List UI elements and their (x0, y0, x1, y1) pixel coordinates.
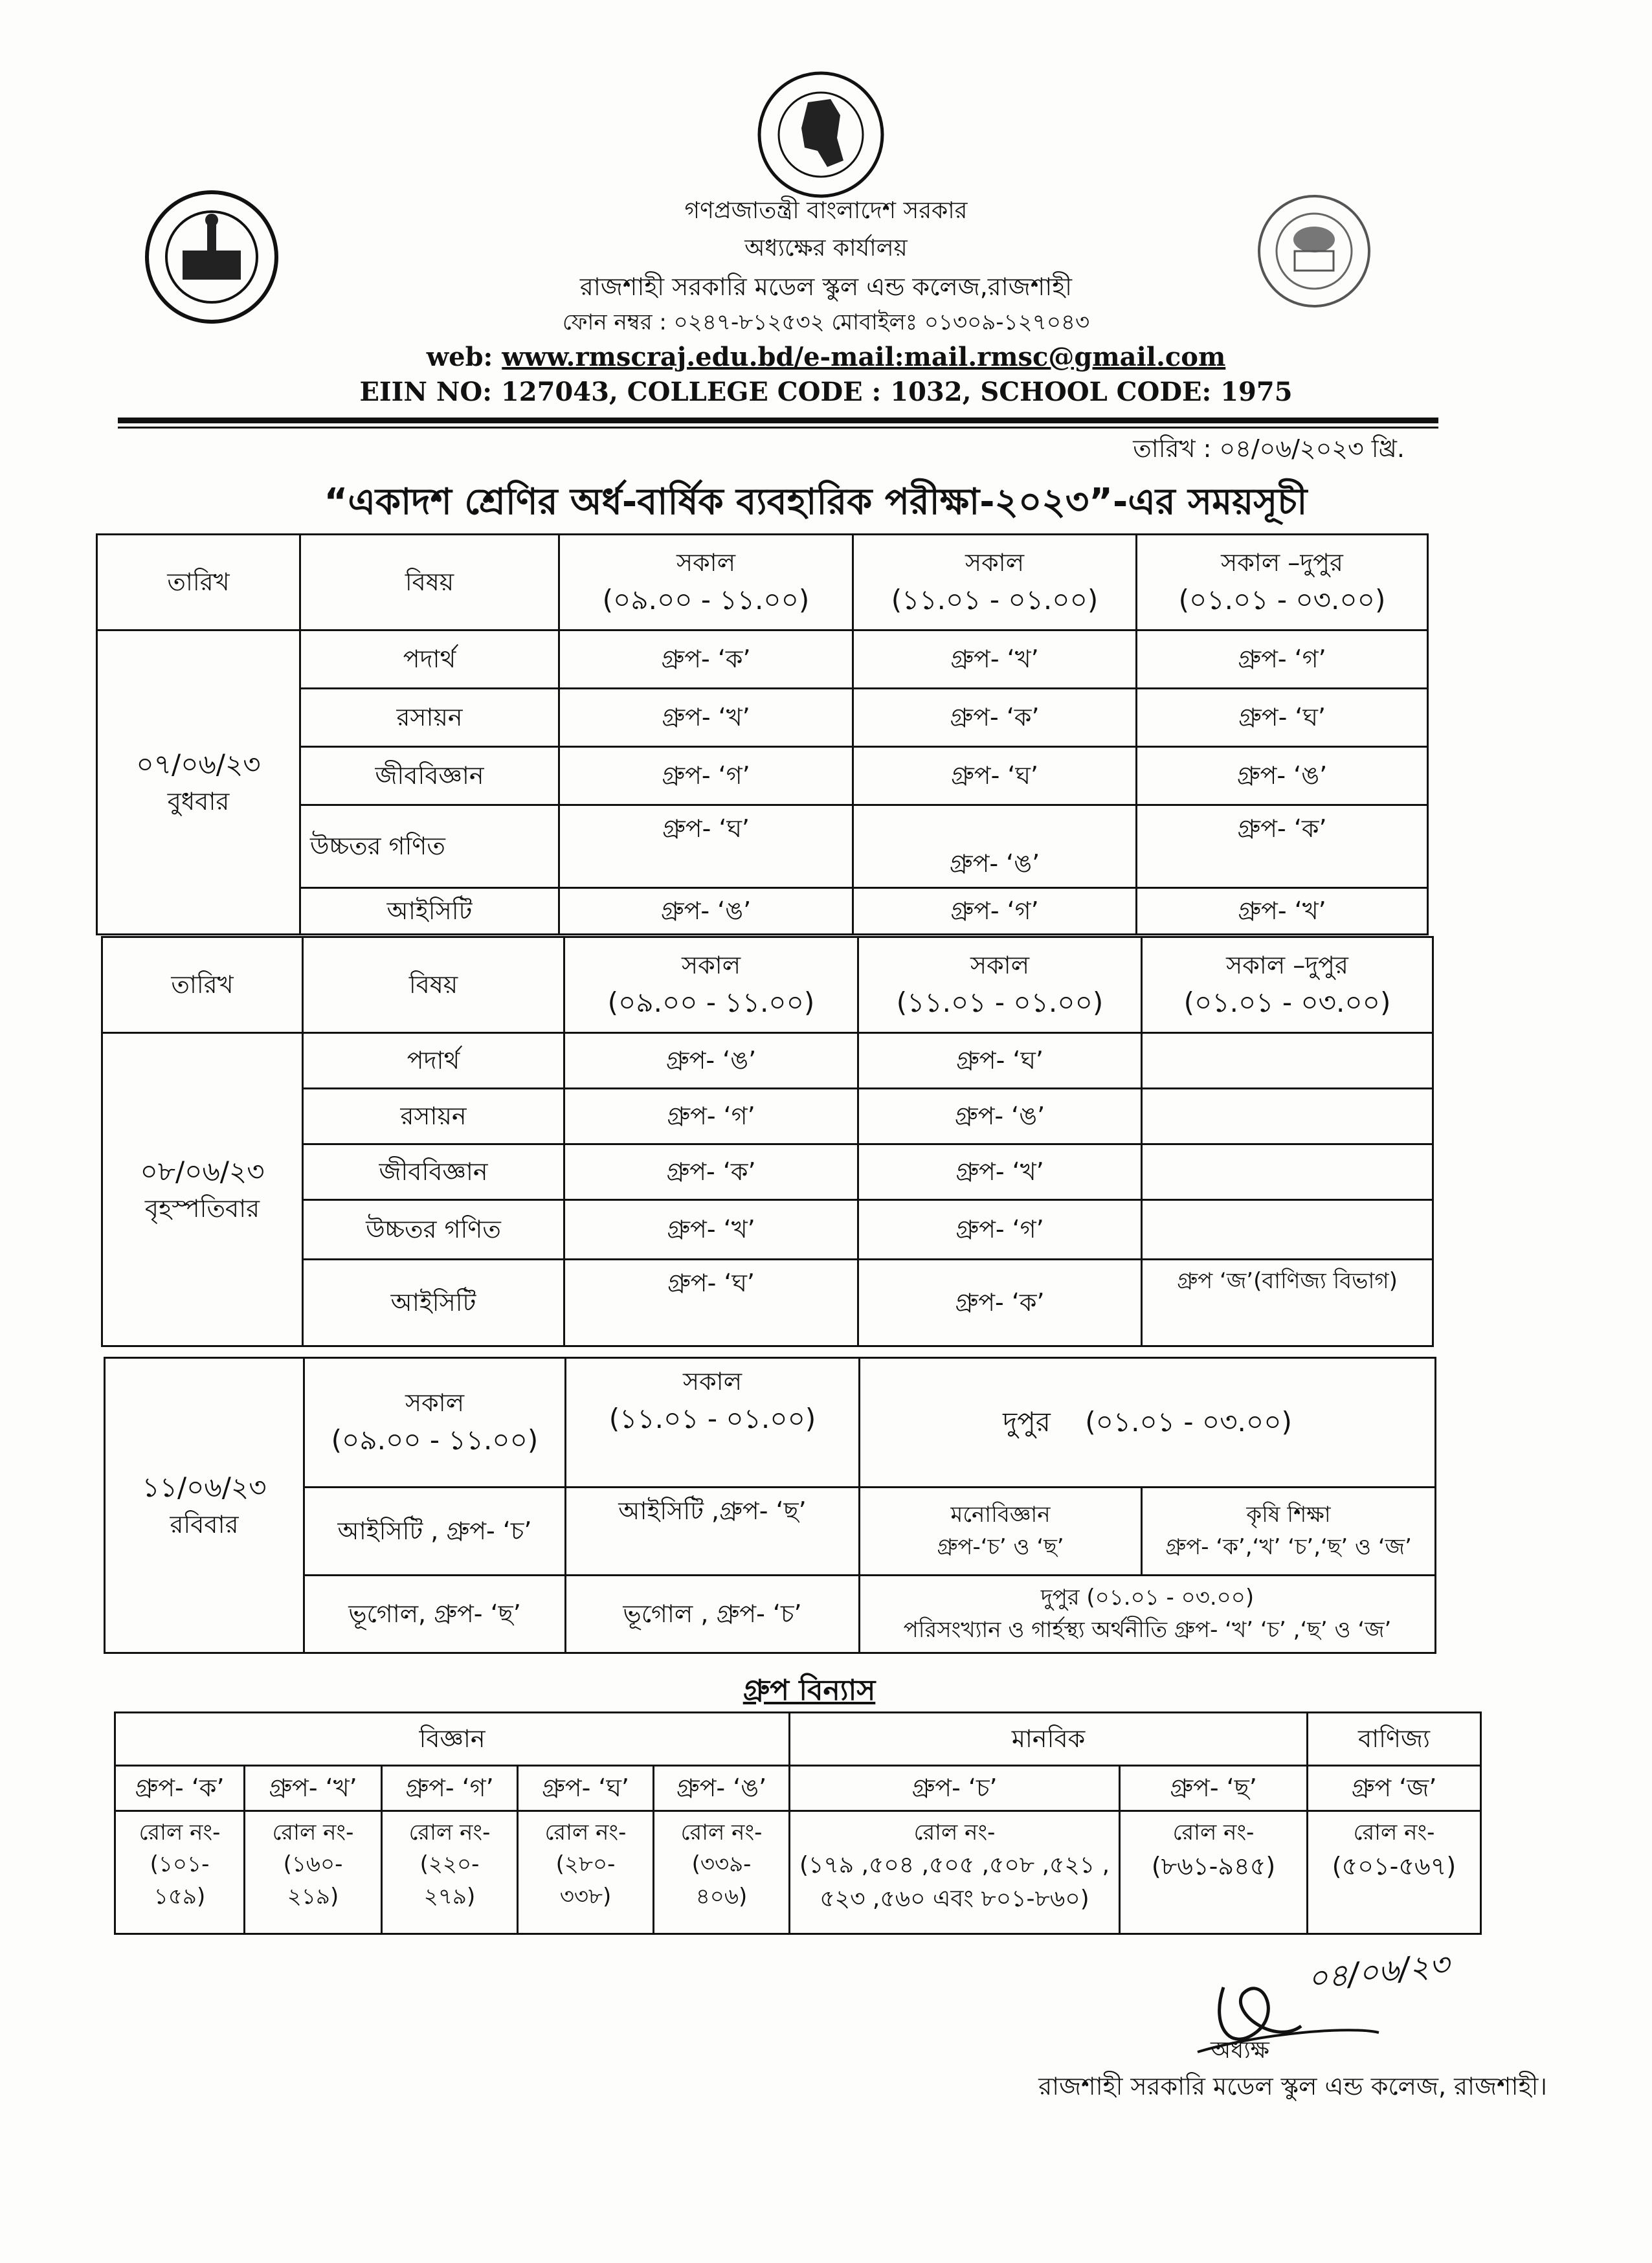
table-row-subject: উচ্চতর গণিত (300, 805, 559, 888)
center-logo (756, 70, 886, 199)
table-row-subject: আইসিটি (300, 888, 559, 935)
header-subject: বিষয় (300, 535, 559, 630)
table-cell: গ্রুপ- ‘ঙ’ (1137, 747, 1428, 805)
table-cell (1142, 1089, 1433, 1144)
commerce-header: বাণিজ্য (1308, 1713, 1481, 1766)
day3-slot3: দুপুর (০১.০১ - ০৩.০০) (860, 1358, 1436, 1488)
day1-date: ০৭/০৬/২৩ (136, 748, 261, 780)
humanities-header: মানবিক (790, 1713, 1308, 1766)
roll-cell (1308, 1811, 1481, 1934)
web-line (0, 342, 1652, 372)
roll-range: (৮৬১-৯৪৫) (1151, 1852, 1276, 1881)
groups-table (114, 1711, 1482, 1935)
table-cell: গ্রুপ- ‘খ’ (1137, 888, 1428, 935)
table-cell: গ্রুপ- ‘ঘ’ (853, 747, 1137, 805)
slot3-label: সকাল –দুপুর (1221, 548, 1343, 577)
header-slot2 (853, 535, 1137, 630)
statistics-cell (860, 1576, 1436, 1653)
day3-date: ১১/০৬/২৩ (142, 1471, 267, 1503)
codes-line: EIIN NO: 127043, COLLEGE CODE : 1032, SCHOOL CODE: 1975 (359, 377, 1293, 407)
table-cell: গ্রুপ- ‘ক’ (858, 1260, 1142, 1346)
table-cell: গ্রুপ- ‘গ’ (559, 747, 853, 805)
roll-range: (১৬০- ২১৯) (283, 1851, 343, 1910)
header-date: তারিখ (97, 535, 300, 630)
table-cell: গ্রুপ- ‘ঙ’ (858, 1089, 1142, 1144)
roll-range: (২৮০- ৩৩৮) (555, 1851, 616, 1910)
group-name: গ্রুপ- ‘ঘ’ (518, 1766, 654, 1811)
day2-weekday: বৃহস্পতিবার (144, 1194, 260, 1223)
institution-name: রাজশাহী সরকারি মডেল স্কুল এন্ড কলেজ,রাজশাহী (579, 273, 1073, 301)
slot1-time: (০৯.০০ - ১১.০০) (331, 1423, 539, 1456)
gov-name: গণপ্রজাতন্ত্রী বাংলাদেশ সরকার (684, 197, 968, 224)
roll-range: (১৭৯ ,৫০৪ ,৫০৫ ,৫০৮ ,৫২১ , ৫২৩ ,৫৬০ এবং ৮০১-৮৬০) (799, 1852, 1110, 1913)
group-name: গ্রুপ- ‘খ’ (245, 1766, 382, 1811)
roll-label: রোল নং- (1353, 1820, 1435, 1845)
roll-cell (115, 1811, 245, 1934)
roll-cell (382, 1811, 518, 1934)
slot3-time: (০১.০১ - ০৩.০০) (1178, 583, 1386, 616)
roll-range: (৫০১-৫৬৭) (1332, 1852, 1457, 1881)
science-header: বিজ্ঞান (115, 1713, 790, 1766)
table-row-subject: জীববিজ্ঞান (300, 747, 559, 805)
principal-title: অধ্যক্ষ (1211, 2037, 1269, 2064)
group-name: গ্রুপ- ‘গ’ (382, 1766, 518, 1811)
day2-date: ০৮/০৬/২৩ (140, 1155, 265, 1187)
table-cell: গ্রুপ- ‘খ’ (559, 689, 853, 747)
roll-label: রোল নং- (139, 1820, 221, 1845)
schedule-day1-table (96, 533, 1429, 935)
slot1-label: সকাল (405, 1388, 465, 1417)
slot2-label: সকাল (970, 950, 1030, 979)
schedule-day2-table (101, 936, 1434, 1347)
table-cell: গ্রুপ- ‘গ’ (1137, 630, 1428, 689)
agri-groups: গ্রুপ- ‘ক’,‘খ’ ‘চ’,‘ছ’ ও ‘জ’ (1165, 1533, 1412, 1560)
table-cell: গ্রুপ- ‘ঘ’ (564, 1260, 858, 1346)
slot2-time: (১১.০১ - ০১.০০) (608, 1403, 816, 1435)
header-slot1 (564, 937, 858, 1033)
table-cell: গ্রুপ- ‘ক’ (559, 630, 853, 689)
web-link[interactable]: www.rmscraj.edu.bd/e-mail:mail.rmsc@gmail.com (502, 342, 1226, 372)
roll-range: (১০১- ১৫৯) (150, 1851, 210, 1910)
table-cell: গ্রুপ- ‘ক’ (1137, 805, 1428, 888)
table-cell: ভূগোল , গ্রুপ- ‘চ’ (566, 1576, 860, 1653)
day3-weekday: রবিবার (170, 1510, 239, 1539)
day3-slot2 (566, 1358, 860, 1488)
table-cell: গ্রুপ- ‘ঙ’ (853, 805, 1137, 888)
group-name: গ্রুপ ‘জ’ (1308, 1766, 1481, 1811)
roll-cell (790, 1811, 1120, 1934)
day1-weekday: বুধবার (167, 787, 230, 816)
roll-cell (518, 1811, 654, 1934)
header-rule-thick (118, 418, 1438, 423)
table-cell (1142, 1144, 1433, 1200)
group-name: গ্রুপ- ‘ক’ (115, 1766, 245, 1811)
roll-label: রোল নং- (544, 1820, 627, 1845)
table-cell: গ্রুপ- ‘গ’ (564, 1089, 858, 1144)
table-cell: গ্রুপ- ‘ঘ’ (858, 1033, 1142, 1089)
group-name: গ্রুপ- ‘চ’ (790, 1766, 1120, 1811)
header-slot3 (1142, 937, 1433, 1033)
stats-time: দুপুর (০১.০১ - ০৩.০০) (1040, 1585, 1255, 1611)
slot2-time: (১১.০১ - ০১.০০) (891, 583, 1099, 616)
table-row-subject: রসায়ন (300, 689, 559, 747)
table-cell: গ্রুপ- ‘ঙ’ (559, 888, 853, 935)
roll-label: রোল নং- (913, 1820, 996, 1845)
table-cell: গ্রুপ- ‘খ’ (853, 630, 1137, 689)
table-cell: গ্রুপ- ‘খ’ (858, 1144, 1142, 1200)
slot2-label: সকাল (682, 1367, 742, 1396)
table-cell: আইসিটি ,গ্রুপ- ‘ছ’ (566, 1488, 860, 1576)
psychology-cell (860, 1488, 1142, 1576)
psych-groups: গ্রুপ-‘চ’ ও ‘ছ’ (937, 1533, 1064, 1560)
table-row-subject: জীববিজ্ঞান (303, 1144, 564, 1200)
table-cell: গ্রুপ- ‘ঘ’ (559, 805, 853, 888)
group-name: গ্রুপ- ‘ঙ’ (654, 1766, 790, 1811)
table-row-subject: রসায়ন (303, 1089, 564, 1144)
roll-range: (২২০- ২৭৯) (419, 1851, 480, 1910)
table-cell: গ্রুপ- ‘গ’ (858, 1200, 1142, 1260)
table-cell: গ্রুপ- ‘ক’ (853, 689, 1137, 747)
table-cell: গ্রুপ- ‘গ’ (853, 888, 1137, 935)
table-cell: গ্রুপ- ‘ক’ (564, 1144, 858, 1200)
signature-institution: রাজশাহী সরকারি মডেল স্কুল এন্ড কলেজ, রাজশাহী। (1038, 2072, 1547, 2101)
header-rule-thin (118, 427, 1438, 429)
phone-line: ফোন নম্বর : ০২৪৭-৮১২৫৩২ মোবাইলঃ ০১৩০৯-১২৭০৪৩ (562, 309, 1090, 335)
group-name: গ্রুপ- ‘ছ’ (1120, 1766, 1308, 1811)
day3-slot1 (304, 1358, 566, 1488)
table-row-subject: পদার্থ (303, 1033, 564, 1089)
page-title: “একাদশ শ্রেণির অর্ধ-বার্ষিক ব্যবহারিক পরীক্ষা-২০২৩”-এর সময়সূচী (324, 481, 1308, 523)
signature-date: ০৪/০৬/২৩ (1306, 1946, 1451, 1998)
table-cell: গ্রুপ- ‘ঘ’ (1137, 689, 1428, 747)
roll-label: রোল নং- (1172, 1820, 1255, 1845)
agriculture-cell (1142, 1488, 1436, 1576)
table-row-subject: আইসিটি (303, 1260, 564, 1346)
day1-date-cell (97, 630, 300, 935)
roll-cell (654, 1811, 790, 1934)
slot1-time: (০৯.০০ - ১১.০০) (607, 986, 815, 1018)
slot3-time: (০১.০১ - ০৩.০০) (1183, 986, 1391, 1018)
slot1-label: সকাল (676, 548, 736, 577)
schedule-day3-table (104, 1357, 1436, 1654)
issue-date: তারিখ : ০৪/০৬/২০২৩ খ্রি. (1133, 434, 1405, 463)
psych-subject: মনোবিজ্ঞান (950, 1502, 1051, 1528)
table-cell: গ্রুপ- ‘খ’ (564, 1200, 858, 1260)
roll-label: রোল নং- (680, 1820, 763, 1845)
roll-range: (৩৩৯- ৪০৬) (691, 1851, 752, 1910)
slot1-time: (০৯.০০ - ১১.০০) (602, 583, 810, 616)
header-subject: বিষয় (303, 937, 564, 1033)
table-row-subject: উচ্চতর গণিত (303, 1200, 564, 1260)
table-cell: আইসিটি , গ্রুপ- ‘চ’ (304, 1488, 566, 1576)
table-cell: গ্রুপ- ‘ঙ’ (564, 1033, 858, 1089)
office-name: অধ্যক্ষের কার্যালয় (744, 235, 908, 262)
government-seal-icon (756, 70, 886, 199)
table-cell (1142, 1200, 1433, 1260)
slot2-label: সকাল (965, 548, 1025, 577)
header-date: তারিখ (102, 937, 303, 1033)
header-slot3 (1137, 535, 1428, 630)
roll-label: রোল নং- (272, 1820, 354, 1845)
day2-date-cell (102, 1033, 303, 1346)
table-cell: গ্রুপ ‘জ’(বাণিজ্য বিভাগ) (1142, 1260, 1433, 1346)
roll-cell (245, 1811, 382, 1934)
table-row-subject: পদার্থ (300, 630, 559, 689)
table-cell: ভূগোল, গ্রুপ- ‘ছ’ (304, 1576, 566, 1653)
header-slot2 (858, 937, 1142, 1033)
slot2-time: (১১.০১ - ০১.০০) (896, 986, 1104, 1018)
slot1-label: সকাল (681, 950, 741, 979)
web-label: web: (426, 342, 493, 372)
table-cell (1142, 1033, 1433, 1089)
stats-text: পরিসংখ্যান ও গার্হস্থ্য অর্থনীতি গ্রুপ- ‘খ’ ‘চ’ ,‘ছ’ ও ‘জ’ (903, 1616, 1392, 1643)
roll-cell (1120, 1811, 1308, 1934)
header-slot1 (559, 535, 853, 630)
slot3-label: সকাল –দুপুর (1226, 950, 1348, 979)
day3-date-cell (105, 1358, 304, 1653)
agri-subject: কৃষি শিক্ষা (1246, 1502, 1331, 1528)
groups-title: গ্রুপ বিন্যাস (742, 1674, 876, 1707)
roll-label: রোল নং- (408, 1820, 491, 1845)
